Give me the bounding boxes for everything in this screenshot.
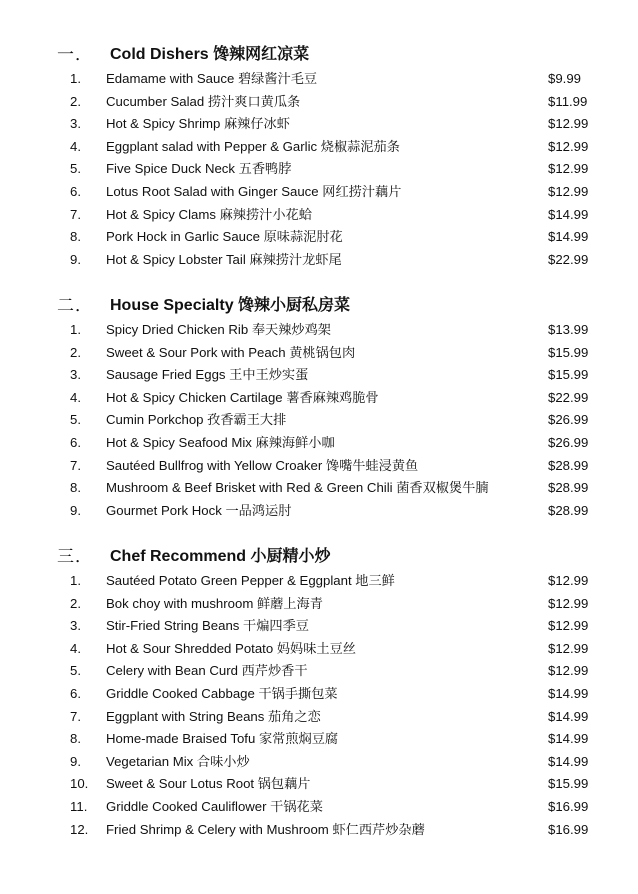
menu-item [0, 638, 638, 661]
item-name: Sweet & Sour Lotus Root 锅包藕片 [106, 776, 311, 792]
item-price: $16.99 [548, 821, 589, 837]
item-name: Cucumber Salad 捞汁爽口黄瓜条 [106, 93, 301, 109]
section-header [0, 42, 638, 68]
item-name: Edamame with Sauce 碧绿酱汁毛豆 [106, 71, 318, 86]
item-number: 4. [70, 389, 81, 405]
item-price: $26.99 [548, 434, 589, 450]
item-name: Hot & Spicy Clams 麻辣捞汁小花蛤 [106, 206, 312, 222]
item-number: 9. [70, 502, 81, 518]
item-price: $11.99 [548, 93, 588, 109]
item-price: $12.99 [548, 618, 589, 634]
item-price: $12.99 [548, 640, 589, 656]
item-name: Hot & Spicy Chicken Cartilage 薯香麻辣鸡脆骨 [106, 389, 379, 405]
menu-item [0, 477, 638, 500]
item-name: Lotus Root Salad with Ginger Sauce 网红捞汁藕片 [106, 183, 402, 199]
item-name: Sweet & Sour Pork with Peach 黄桃锅包肉 [106, 344, 356, 360]
menu-item [0, 136, 638, 159]
item-price: $12.99 [548, 116, 589, 132]
menu-item [0, 819, 638, 842]
item-number: 4. [70, 138, 81, 154]
menu-item [0, 409, 638, 432]
item-number: 1. [70, 71, 81, 86]
item-number: 6. [70, 434, 81, 450]
item-number: 6. [70, 183, 81, 199]
item-price: $14.99 [548, 731, 589, 747]
item-name: Hot & Sour Shredded Potato 妈妈味土豆丝 [106, 640, 356, 656]
item-number: 11. [70, 798, 88, 814]
menu-item [0, 158, 638, 181]
section-numeral: 一． [57, 45, 93, 64]
item-number: 7. [70, 457, 81, 473]
item-name: Hot & Spicy Shrimp 麻辣仔冰虾 [106, 116, 290, 132]
item-name: Hot & Spicy Lobster Tail 麻辣捞汁龙虾尾 [106, 251, 342, 267]
item-name: Bok choy with mushroom 鲜蘑上海青 [106, 595, 323, 611]
section-title: Cold Dishers 馋辣网红凉菜 [110, 46, 310, 63]
menu-item [0, 342, 638, 365]
item-price: $26.99 [548, 412, 589, 428]
item-price: $13.99 [548, 322, 589, 337]
item-list [0, 68, 638, 271]
item-name: Fried Shrimp & Celery with Mushroom 虾仁西芹炒杂蘑 [106, 821, 425, 837]
section-numeral: 二． [57, 296, 93, 315]
item-price: $28.99 [548, 480, 589, 496]
menu-item [0, 660, 638, 683]
section-header [0, 544, 638, 570]
item-number: 10. [70, 776, 89, 792]
item-number: 1. [70, 322, 81, 337]
menu-item [0, 91, 638, 114]
item-number: 2. [70, 595, 81, 611]
item-price: $12.99 [548, 573, 589, 588]
item-number: 8. [70, 229, 81, 245]
item-name: Sautéed Potato Green Pepper & Eggplant 地三鲜 [106, 573, 395, 588]
item-name: Griddle Cooked Cauliflower 干锅花菜 [106, 798, 323, 814]
item-number: 5. [70, 161, 81, 177]
item-price: $15.99 [548, 776, 589, 792]
item-number: 9. [70, 251, 81, 267]
item-name: Gourmet Pork Hock 一品鸿运肘 [106, 502, 292, 518]
item-number: 6. [70, 685, 81, 701]
item-number: 8. [70, 731, 81, 747]
item-price: $12.99 [548, 663, 589, 679]
menu-section-chef-recommend [0, 544, 638, 841]
menu-item [0, 113, 638, 136]
item-number: 7. [70, 708, 81, 724]
item-number: 8. [70, 480, 81, 496]
menu-item [0, 204, 638, 227]
item-number: 12. [70, 821, 89, 837]
menu-item [0, 773, 638, 796]
menu-item [0, 593, 638, 616]
item-price: $9.99 [548, 71, 582, 86]
section-header [0, 293, 638, 319]
menu-item [0, 615, 638, 638]
menu-item [0, 683, 638, 706]
menu-item [0, 706, 638, 729]
item-name: Stir-Fried String Beans 干煸四季豆 [106, 618, 309, 634]
item-number: 5. [70, 663, 81, 679]
item-number: 4. [70, 640, 81, 656]
item-list [0, 319, 638, 522]
item-name: Celery with Bean Curd 西芹炒香干 [106, 663, 308, 679]
item-number: 5. [70, 412, 81, 428]
item-price: $14.99 [548, 708, 589, 724]
menu-item [0, 364, 638, 387]
item-price: $14.99 [548, 229, 589, 245]
item-name: Eggplant with String Beans 茄角之恋 [106, 708, 321, 724]
menu-item [0, 500, 638, 523]
item-name: Pork Hock in Garlic Sauce 原味蒜泥肘花 [106, 229, 343, 245]
item-price: $14.99 [548, 753, 589, 769]
item-name: Sausage Fried Eggs 王中王炒实蛋 [106, 367, 309, 383]
menu-item [0, 226, 638, 249]
menu-item [0, 387, 638, 410]
item-price: $12.99 [548, 595, 589, 611]
menu-item [0, 432, 638, 455]
menu-item [0, 796, 638, 819]
item-name: Home-made Braised Tofu 家常煎焖豆腐 [106, 731, 339, 747]
item-price: $12.99 [548, 161, 589, 177]
menu-item [0, 319, 638, 342]
item-number: 3. [70, 116, 81, 132]
item-price: $12.99 [548, 183, 589, 199]
item-name: Five Spice Duck Neck 五香鸭脖 [106, 161, 292, 177]
section-numeral: 三． [57, 547, 93, 566]
item-name: Griddle Cooked Cabbage 干锅手撕包菜 [106, 685, 338, 701]
item-name: Eggplant salad with Pepper & Garlic 烧椒蒜泥茄条 [106, 138, 400, 154]
item-price: $14.99 [548, 685, 589, 701]
item-number: 3. [70, 367, 81, 383]
item-price: $28.99 [548, 457, 589, 473]
item-number: 3. [70, 618, 81, 634]
item-price: $15.99 [548, 344, 589, 360]
item-name: Mushroom & Beef Brisket with Red & Green Chili 菌香双椒煲牛腩 [106, 480, 489, 496]
item-number: 1. [70, 573, 81, 588]
menu-item [0, 570, 638, 593]
menu-item [0, 751, 638, 774]
item-price: $22.99 [548, 389, 589, 405]
menu-section-cold-dishes [0, 42, 638, 271]
menu-item [0, 455, 638, 478]
item-price: $15.99 [548, 367, 589, 383]
item-name: Sautéed Bullfrog with Yellow Croaker 馋嘴牛蛙浸黄鱼 [106, 457, 419, 473]
menu-item [0, 181, 638, 204]
item-name: Hot & Spicy Seafood Mix 麻辣海鲜小咖 [106, 434, 335, 450]
section-title: House Specialty 馋辣小厨私房菜 [110, 297, 351, 314]
section-title: Chef Recommend 小厨精小炒 [110, 548, 331, 565]
menu-item [0, 249, 638, 272]
item-name: Vegetarian Mix 合味小炒 [106, 753, 250, 769]
item-price: $14.99 [548, 206, 589, 222]
item-price: $16.99 [548, 798, 589, 814]
item-number: 2. [70, 93, 81, 109]
item-number: 7. [70, 206, 81, 222]
item-number: 9. [70, 753, 81, 769]
item-price: $22.99 [548, 251, 589, 267]
menu-item [0, 68, 638, 91]
item-name: Cumin Porkchop 孜香霸王大排 [106, 412, 287, 428]
item-list [0, 570, 638, 841]
item-price: $12.99 [548, 138, 589, 154]
item-number: 2. [70, 344, 81, 360]
menu-item [0, 728, 638, 751]
item-name: Spicy Dried Chicken Rib 奉天辣炒鸡架 [106, 322, 331, 337]
menu-section-house-specialty [0, 293, 638, 522]
item-price: $28.99 [548, 502, 589, 518]
